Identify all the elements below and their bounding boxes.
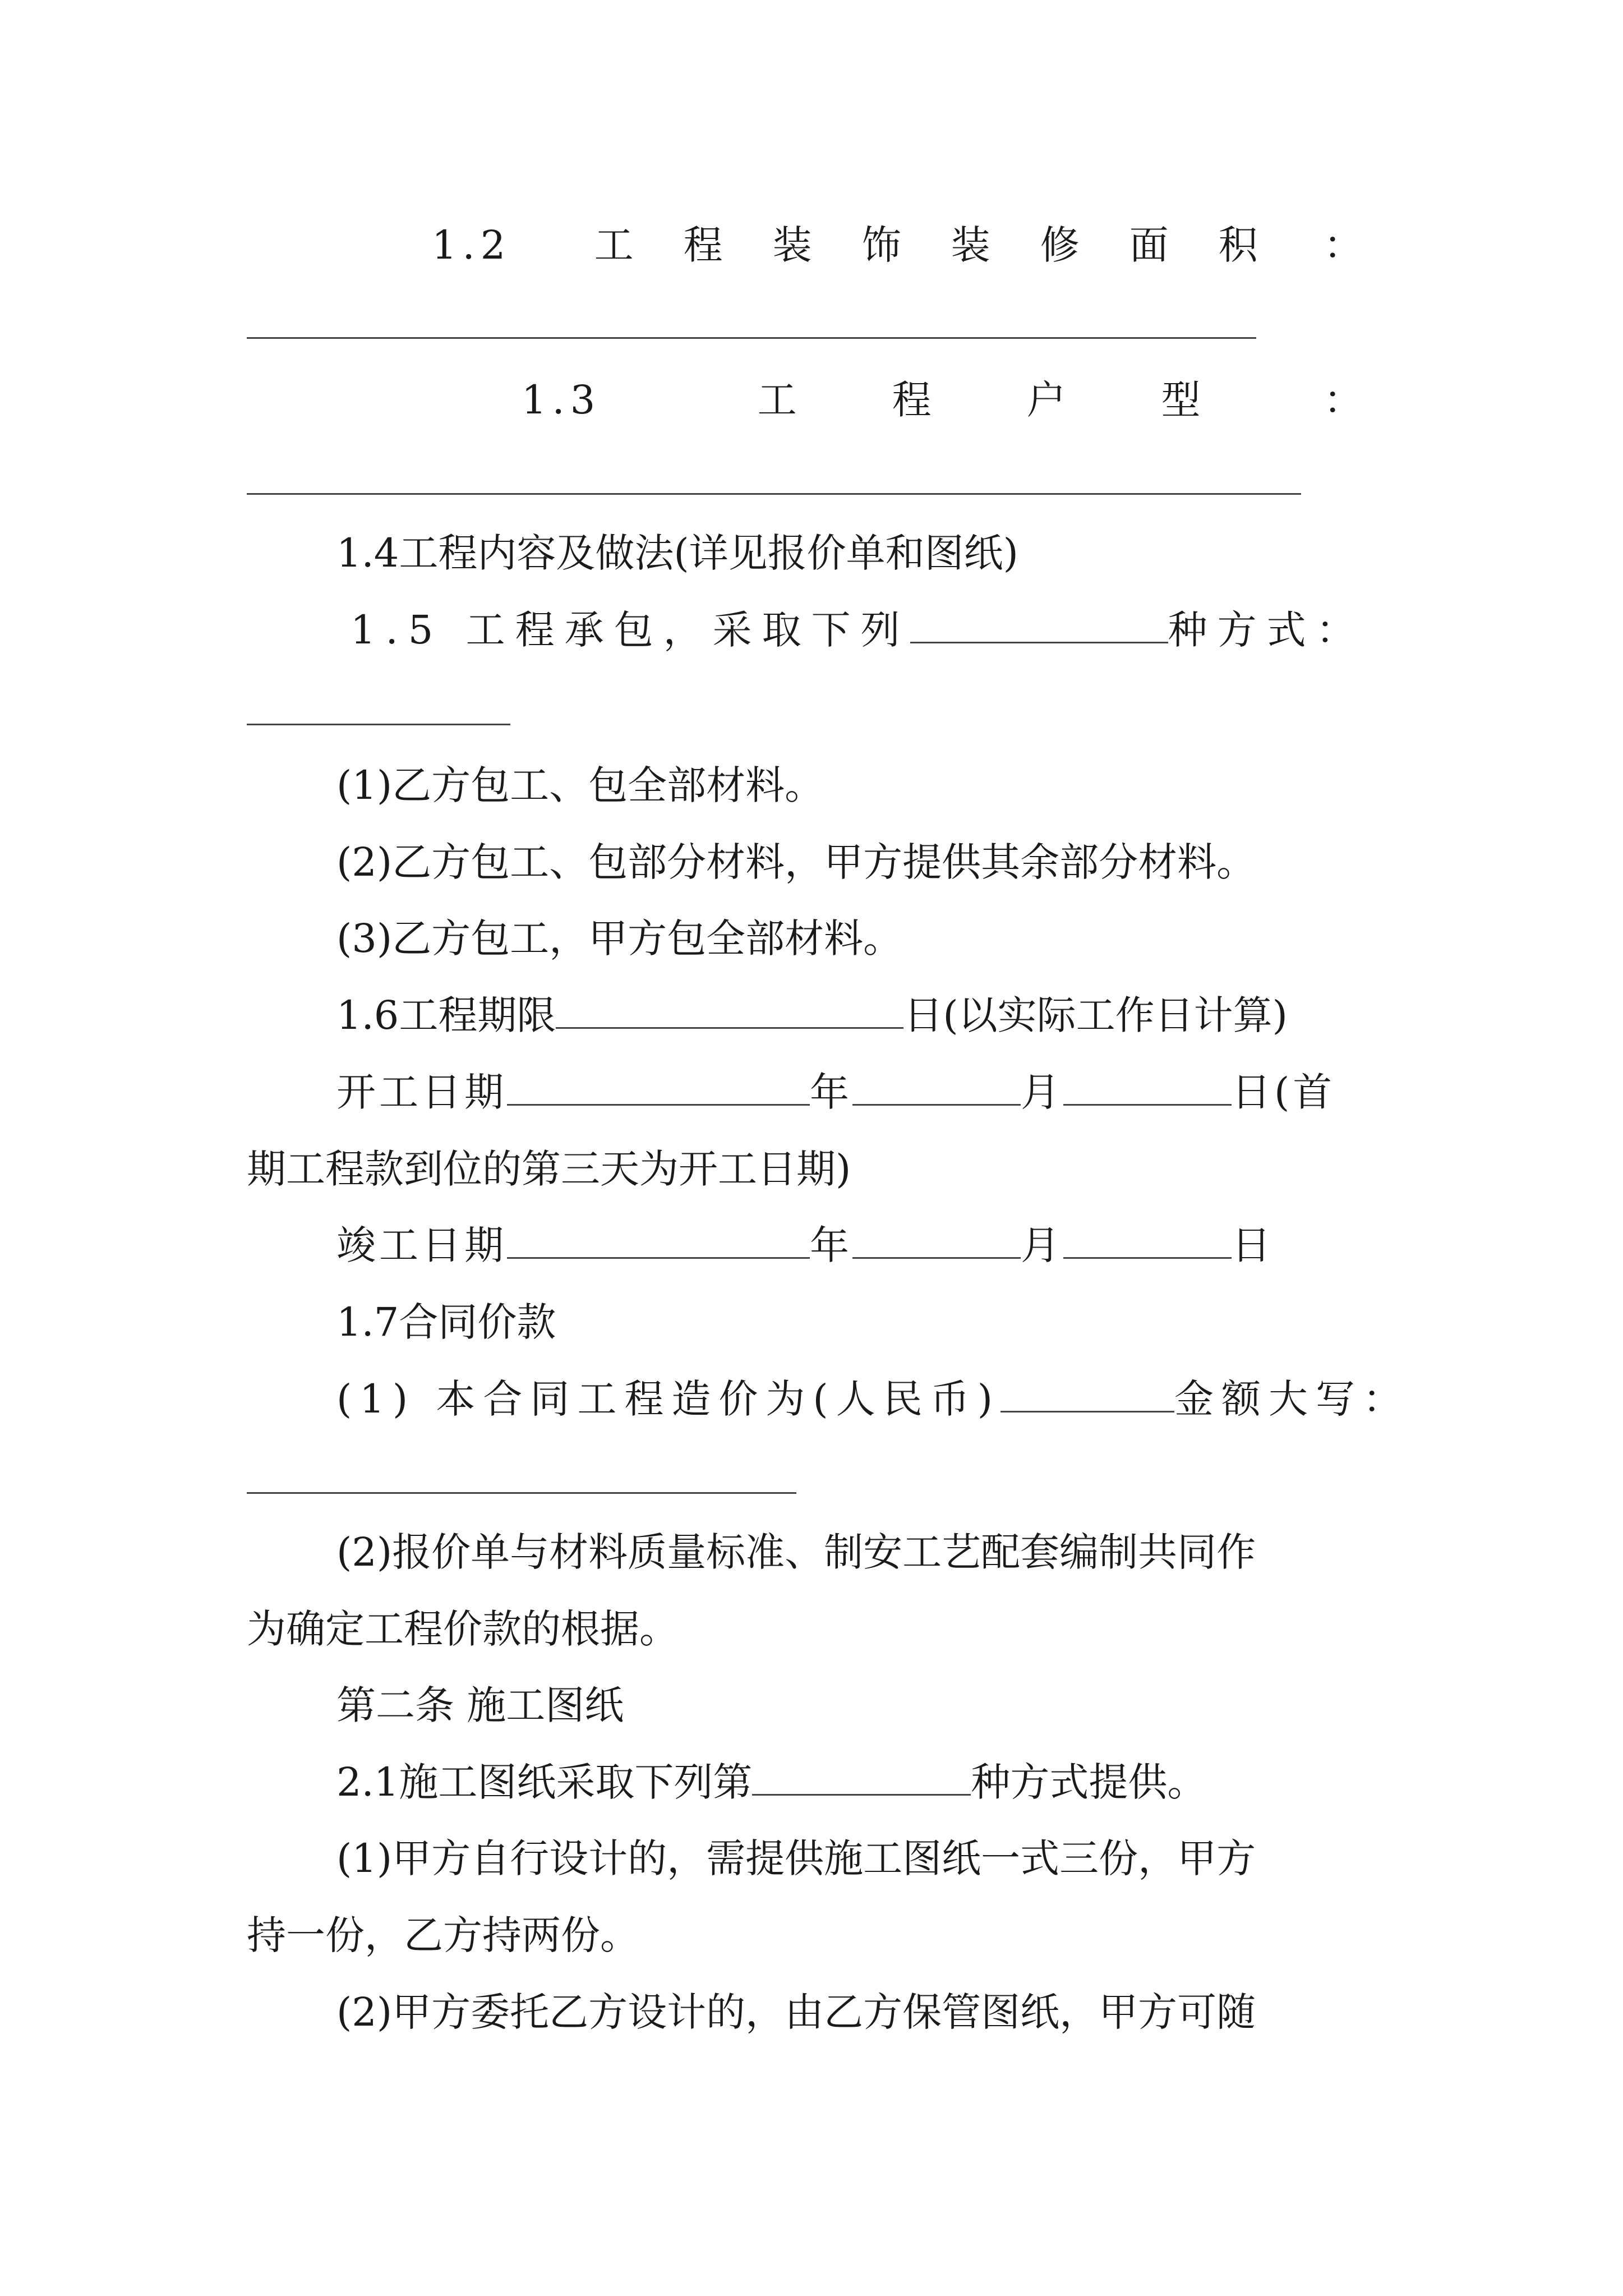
blank-field <box>1000 1376 1174 1412</box>
clause-number: 1.3 <box>522 377 601 423</box>
price-item-1 <box>336 1374 1410 1424</box>
year-label: 年 <box>810 1069 852 1115</box>
blank-field <box>852 1069 1021 1106</box>
blank-line-area <box>247 337 1256 339</box>
price-item-2-cont: 为确定工程价款的根据。 <box>247 1606 679 1652</box>
blank-line-house-type <box>247 493 1301 495</box>
option-2: (2)乙方包工、包部分材料，甲方提供其余部分材料。 <box>336 839 1256 885</box>
end-label: 竣工日期 <box>336 1222 507 1268</box>
day-label: 日(首 <box>1232 1069 1336 1115</box>
clause-1-3 <box>522 375 1363 425</box>
clause-text: 工程户型 <box>757 377 1296 423</box>
clause-1-2 <box>432 220 1363 270</box>
clause-1-7: 1.7合同价款 <box>336 1299 556 1345</box>
day-label: 日 <box>1232 1222 1274 1268</box>
drawing-option-1: (1)甲方自行设计的，需提供施工图纸一式三份，甲方 <box>336 1835 1256 1881</box>
month-label: 月 <box>1021 1069 1063 1115</box>
end-date <box>336 1220 1274 1271</box>
blank-field <box>752 1759 971 1796</box>
clause-text-end: 种方式提供。 <box>971 1759 1207 1805</box>
drawing-option-1-cont: 持一份，乙方持两份。 <box>247 1912 639 1958</box>
colon: ： <box>1323 222 1363 268</box>
clause-text-end: 日(以实际工作日计算) <box>903 992 1288 1038</box>
blank-field <box>1063 1222 1232 1259</box>
blank-field <box>1063 1069 1232 1106</box>
blank-line-method <box>247 724 510 725</box>
colon: ： <box>1323 377 1363 423</box>
blank-field <box>507 1069 810 1106</box>
start-label: 开工日期 <box>336 1069 507 1115</box>
blank-field <box>556 992 903 1029</box>
price-item-2: (2)报价单与材料质量标准、制安工艺配套编制共同作 <box>336 1529 1256 1575</box>
start-date-continued: 期工程款到位的第三天为开工日期) <box>247 1146 851 1192</box>
year-label: 年 <box>810 1222 852 1268</box>
clause-text: 工程装饰装修面积 <box>594 222 1308 268</box>
article-2-heading: 第二条 施工图纸 <box>336 1682 624 1728</box>
blank-field <box>852 1222 1021 1259</box>
clause-number: 1.2 <box>432 222 511 268</box>
clause-text: 1.5 工程承包，采取下列 <box>351 607 910 653</box>
clause-text: 2.1施工图纸采取下列第 <box>336 1759 753 1805</box>
clause-2-1 <box>336 1757 1206 1807</box>
clause-text-end: 种方式： <box>1168 607 1366 653</box>
blank-field <box>507 1222 810 1259</box>
option-3: (3)乙方包工，甲方包全部材料。 <box>336 915 903 961</box>
blank-line-amount <box>247 1492 796 1494</box>
price-text-end: 金额大写： <box>1174 1376 1410 1422</box>
clause-1-6 <box>336 990 1288 1041</box>
start-date <box>336 1067 1335 1117</box>
month-label: 月 <box>1021 1222 1063 1268</box>
blank-field <box>910 607 1168 643</box>
clause-1-5 <box>351 605 1366 655</box>
option-1: (1)乙方包工、包全部材料。 <box>336 762 824 808</box>
price-text: (1) 本合同工程造价为(人民币) <box>336 1376 1001 1422</box>
clause-text: 1.6工程期限 <box>336 992 556 1038</box>
drawing-option-2: (2)甲方委托乙方设计的，由乙方保管图纸，甲方可随 <box>336 1989 1256 2035</box>
clause-1-4: 1.4工程内容及做法(详见报价单和图纸) <box>336 530 1018 576</box>
